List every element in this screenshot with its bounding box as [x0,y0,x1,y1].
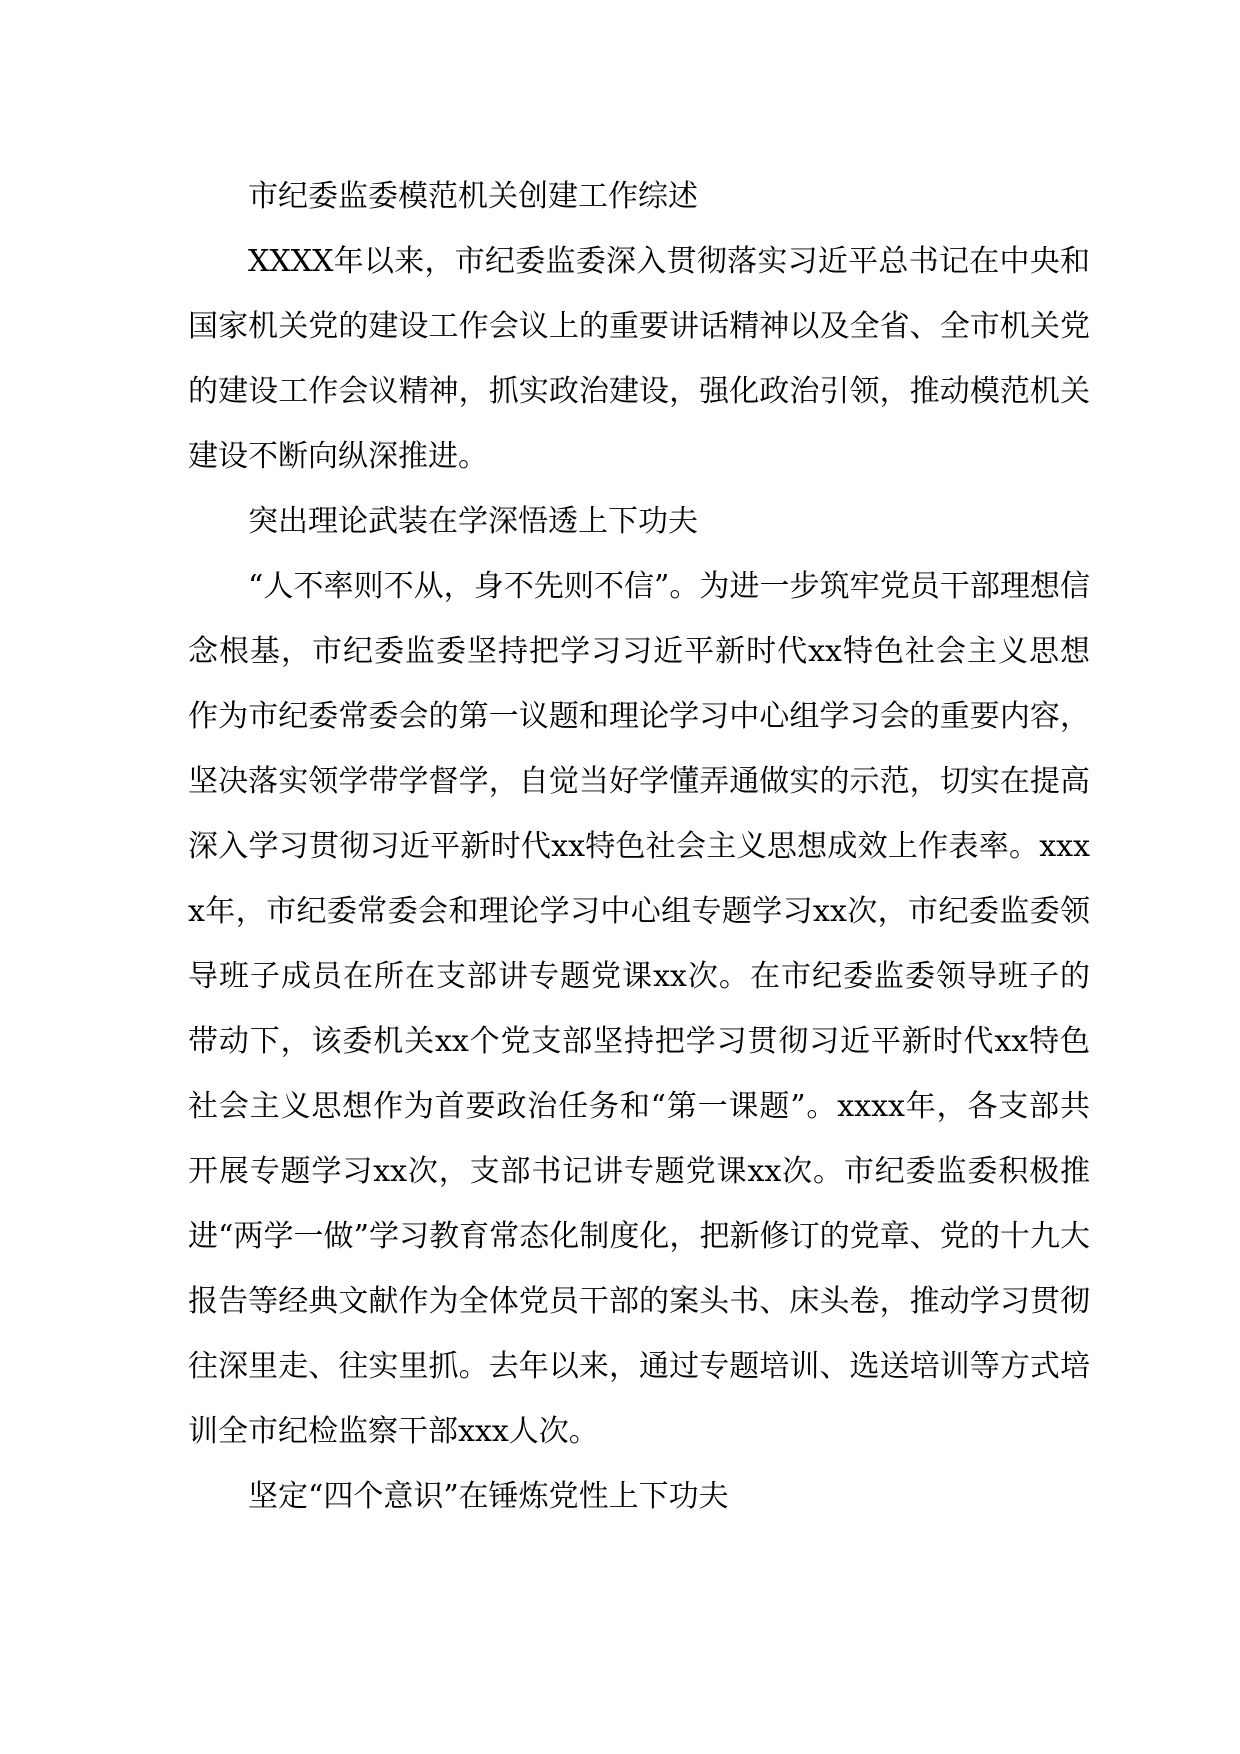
intro-paragraph: XXXX年以来，市纪委监委深入贯彻落实习近平总书记在中央和国家机关党的建设工作会议上的重要讲话精神以及全省、全市机关党的建设工作会议精神，抓实政治建设，强化政治引领，推动模范机关建设不断向纵深推进。 [188,244,1090,474]
section-heading-2: 坚定“四个意识”在锤炼党性上下功夫 [248,1479,729,1514]
section-heading-1: 突出理论武装在学深悟透上下功夫 [248,504,698,539]
document-title: 市纪委监委模范机关创建工作综述 [248,179,698,214]
section-1-paragraph: “人不率则不从，身不先则不信”。为进一步筑牢党员干部理想信念根基，市纪委监委坚持把学习习近平新时代xx特色社会主义思想作为市纪委常委会的第一议题和理论学习中心组学习会的重要内容，坚决落实领学带学督学，自觉当好学懂弄通做实的示范，切实在提高深入学习贯彻习近平新时代xx特色社会主义思想成效上作表率。xxxx年，市纪委常委会和理论学习中心组专题学习xx次，市纪委监委领导班子成员在所在支部讲专题党课xx次。在市纪委监委领导班子的带动下，该委机关xx个党支部坚持把学习贯彻习近平新时代xx特色社会主义思想作为首要政治任务和“第一课题”。xxxx年，各支部共开展专题学习xx次，支部书记讲专题党课xx次。市纪委监委积极推进“两学一做”学习教育常态化制度化，把新修订的党章、党的十九大报告等经典文献作为全体党员干部的案头书、床头卷，推动学习贯彻往深里走、往实里抓。去年以来，通过专题培训、选送培训等方式培训全市纪检监察干部xxx人次。 [188,569,1090,1449]
document-body [188,164,1090,1529]
